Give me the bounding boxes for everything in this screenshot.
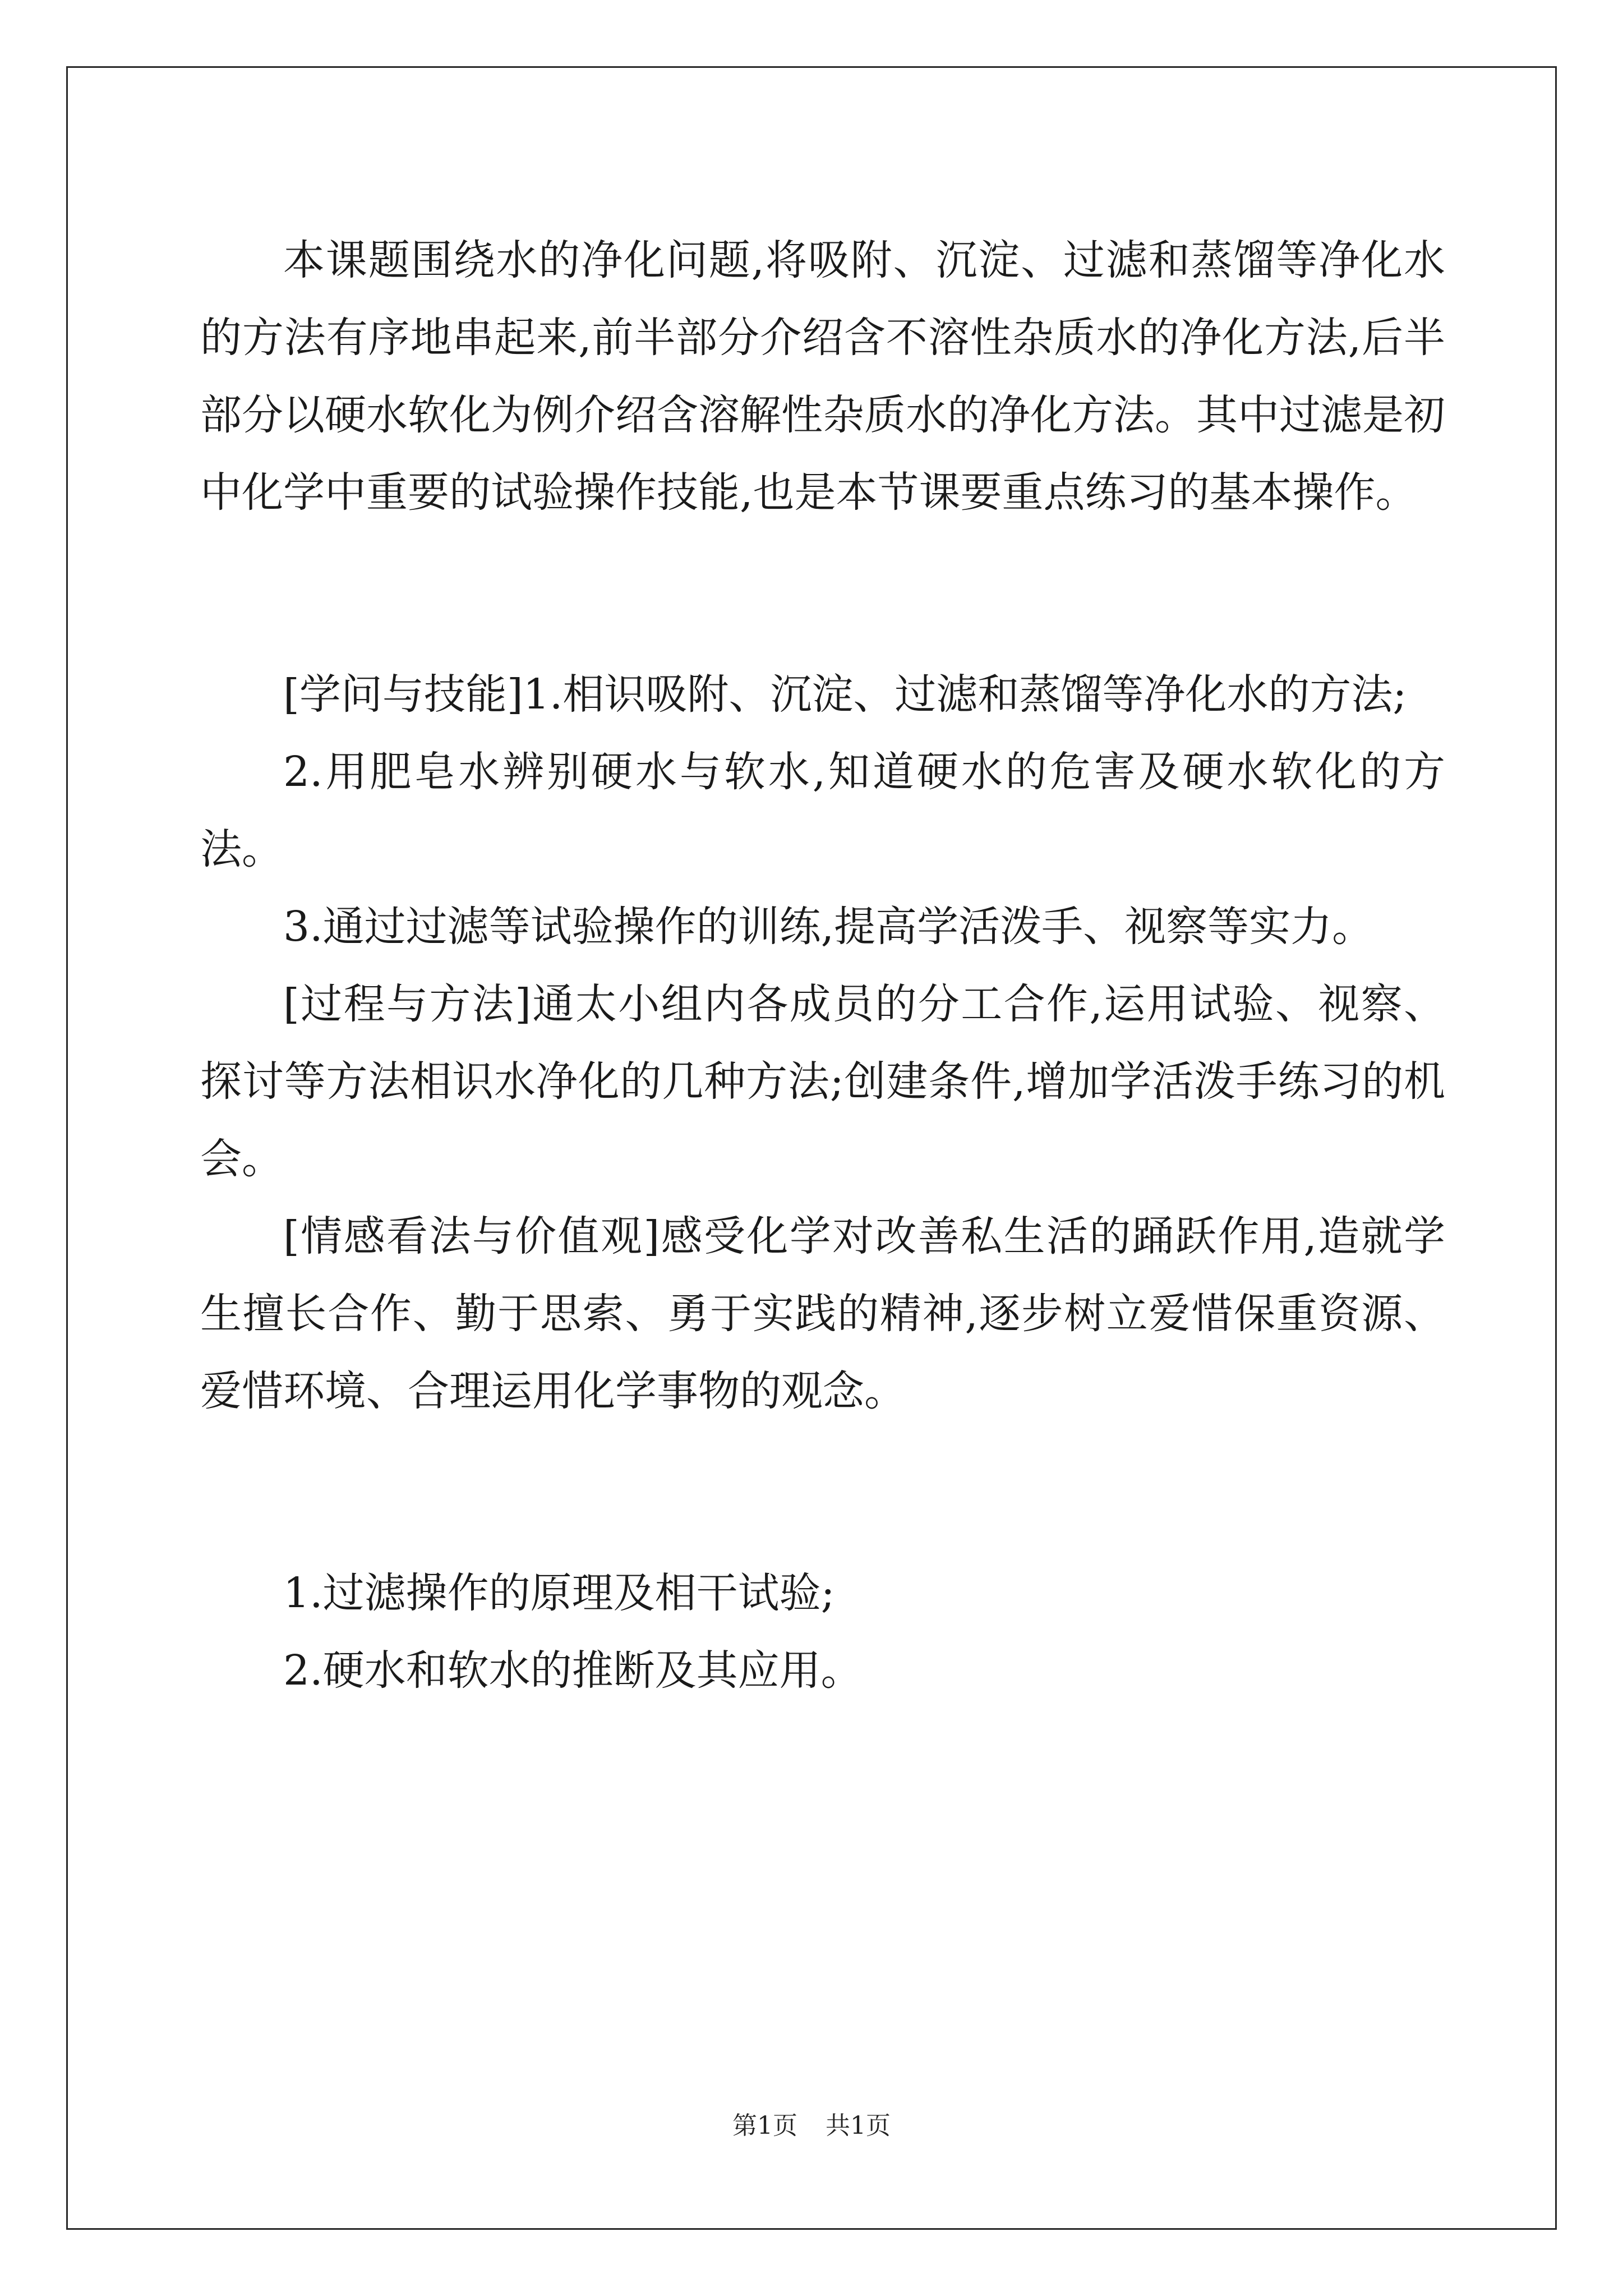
objective-process: [过程与方法]通太小组内各成员的分工合作,运用试验、视察、探讨等方法相识水净化的几种方法;创建条件,增加学活泼手练习的机会。: [200, 980, 1445, 1183]
section-gap: [200, 531, 1445, 656]
page-number-current: 第1页: [732, 2111, 797, 2140]
document-body: [200, 222, 1445, 1709]
objective-knowledge: [学问与技能]1.相识吸附、沉淀、过滤和蒸馏等净化水的方法;: [283, 670, 1407, 719]
key-point-1: 1.过滤操作的原理及相干试验;: [283, 1569, 835, 1617]
page-footer: [0, 2109, 1623, 2143]
objective-values: [情感看法与价值观]感受化学对改善私生活的踊跃作用,造就学生擅长合作、勤于思索、勇于实践的精神,逐步树立爱惜保重资源、爱惜环境、合理运用化学事物的观念。: [200, 1212, 1445, 1415]
objective-knowledge-2: 2.用肥皂水辨别硬水与软水,知道硬水的危害及硬水软化的方法。: [200, 748, 1445, 873]
page-number-total: 共1页: [826, 2111, 891, 2140]
section-gap: [200, 1430, 1445, 1554]
objective-knowledge-3: 3.通过过滤等试验操作的训练,提高学活泼手、视察等实力。: [283, 903, 1374, 951]
intro-paragraph: 本课题围绕水的净化问题,将吸附、沉淀、过滤和蒸馏等净化水的方法有序地串起来,前半部分介绍含不溶性杂质水的净化方法,后半部分以硬水软化为例介绍含溶解性杂质水的净化方法。其中过滤是初中化学中重要的试验操作技能,也是本节课要重点练习的基本操作。: [200, 236, 1445, 517]
key-point-2: 2.硬水和软水的推断及其应用。: [283, 1646, 863, 1695]
